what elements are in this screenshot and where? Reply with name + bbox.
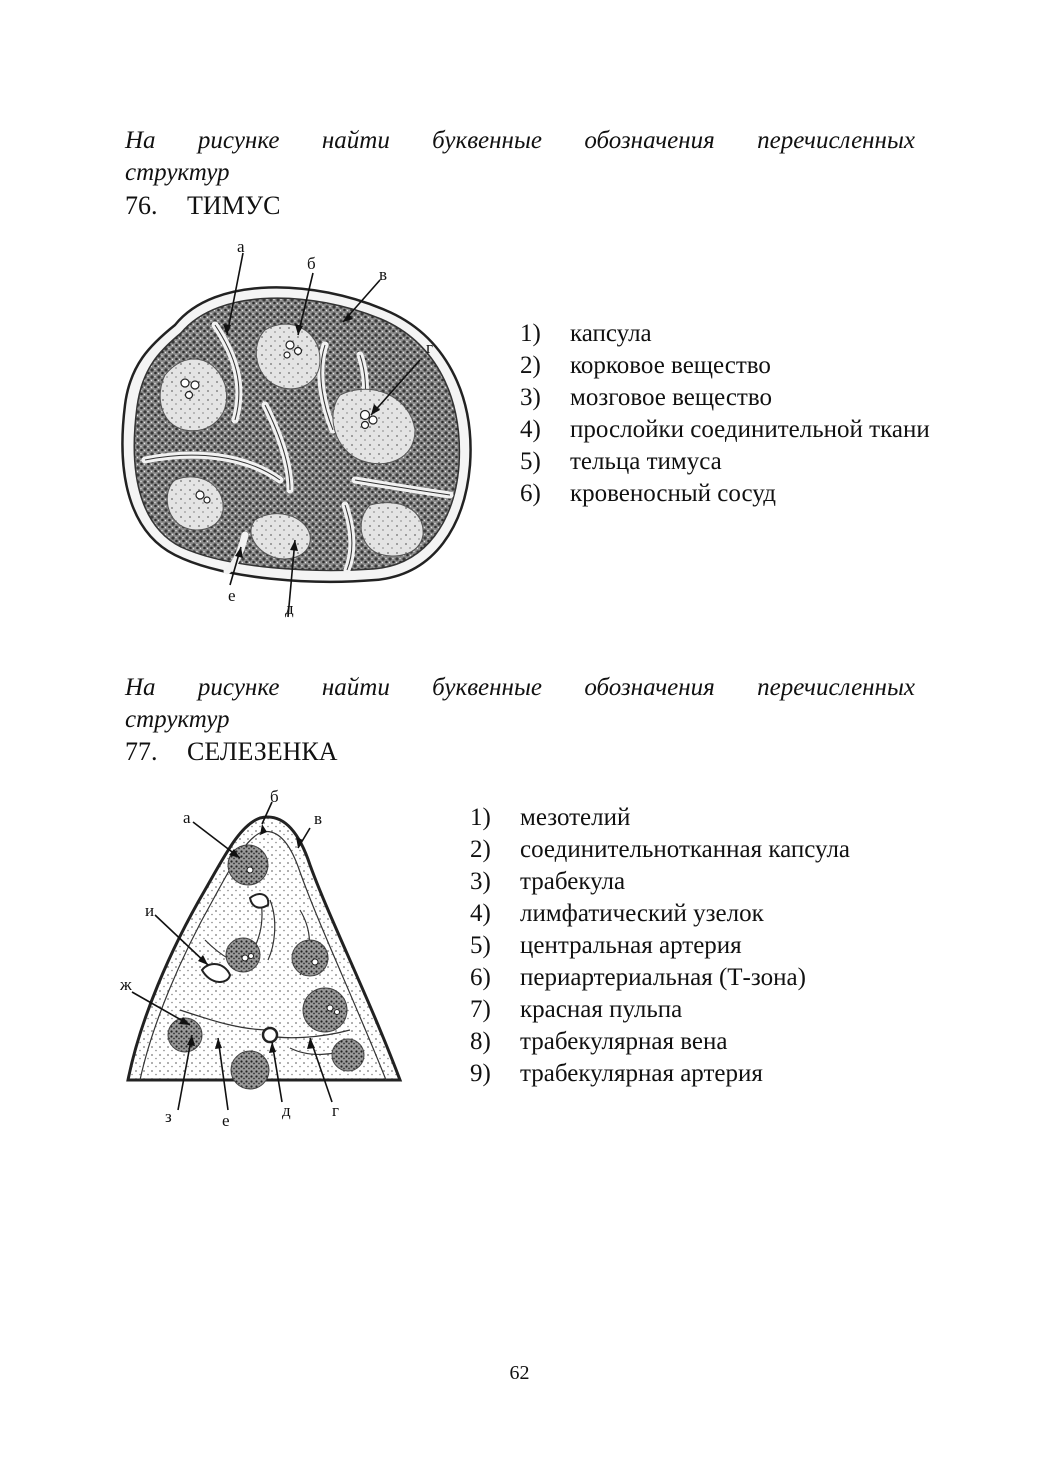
section-number: 77. [125, 737, 158, 766]
list-item: 3) трабекула [470, 868, 626, 895]
label-v: в [314, 809, 323, 828]
instruction-text-2-cont: структур [125, 706, 230, 733]
thymus-structure-list [520, 318, 940, 510]
label-b: б [270, 787, 279, 806]
page-number: 62 [509, 1362, 530, 1384]
label-zh: ж [120, 975, 132, 994]
thymus-figure [115, 235, 495, 625]
label-g: г [426, 338, 433, 357]
list-item: 4) лимфатический узелок [470, 900, 764, 927]
section-heading-spleen [125, 737, 338, 767]
instruction-text-2: На рисунке найти буквенные обозначения перечисленных [125, 674, 915, 701]
list-item: 2) соединительнотканная капсула [470, 836, 851, 863]
label-g: г [332, 1101, 339, 1120]
section-heading-thymus [125, 191, 281, 221]
label-a: а [237, 237, 245, 256]
list-item: 6) периартериальная (Т-зона) [470, 964, 806, 991]
label-e: е [222, 1111, 230, 1130]
list-item: 5) центральная артерия [470, 932, 742, 959]
list-item: 9) трабекулярная артерия [470, 1060, 763, 1087]
list-item: 1) капсула [520, 320, 652, 347]
list-item: 4) прослойки соединительной ткани [520, 416, 930, 443]
section-number: 76. [125, 191, 158, 220]
list-item: 1) мезотелий [470, 804, 631, 831]
instruction-text-1: На рисунке найти буквенные обозначения перечисленных [125, 127, 915, 154]
spleen-figure [110, 780, 410, 1140]
list-item: 2) корковое вещество [520, 352, 771, 379]
label-z: з [165, 1107, 172, 1126]
label-a: а [183, 808, 191, 827]
list-item: 3) мозговое вещество [520, 384, 772, 411]
label-d: д [282, 1101, 291, 1120]
label-d: д [285, 599, 294, 618]
list-item: 8) трабекулярная вена [470, 1028, 728, 1055]
list-item: 5) тельца тимуса [520, 448, 722, 475]
instruction-text-1-cont: структур [125, 159, 230, 186]
list-item: 6) кровеносный сосуд [520, 480, 776, 507]
label-e: е [228, 586, 236, 605]
list-item: 7) красная пульпа [470, 996, 683, 1023]
label-i: и [145, 901, 155, 920]
section-title: ТИМУС [187, 191, 281, 220]
label-v: в [379, 265, 388, 284]
label-b: б [307, 254, 316, 273]
spleen-structure-list [470, 802, 940, 1090]
section-title: СЕЛЕЗЕНКА [187, 737, 338, 766]
